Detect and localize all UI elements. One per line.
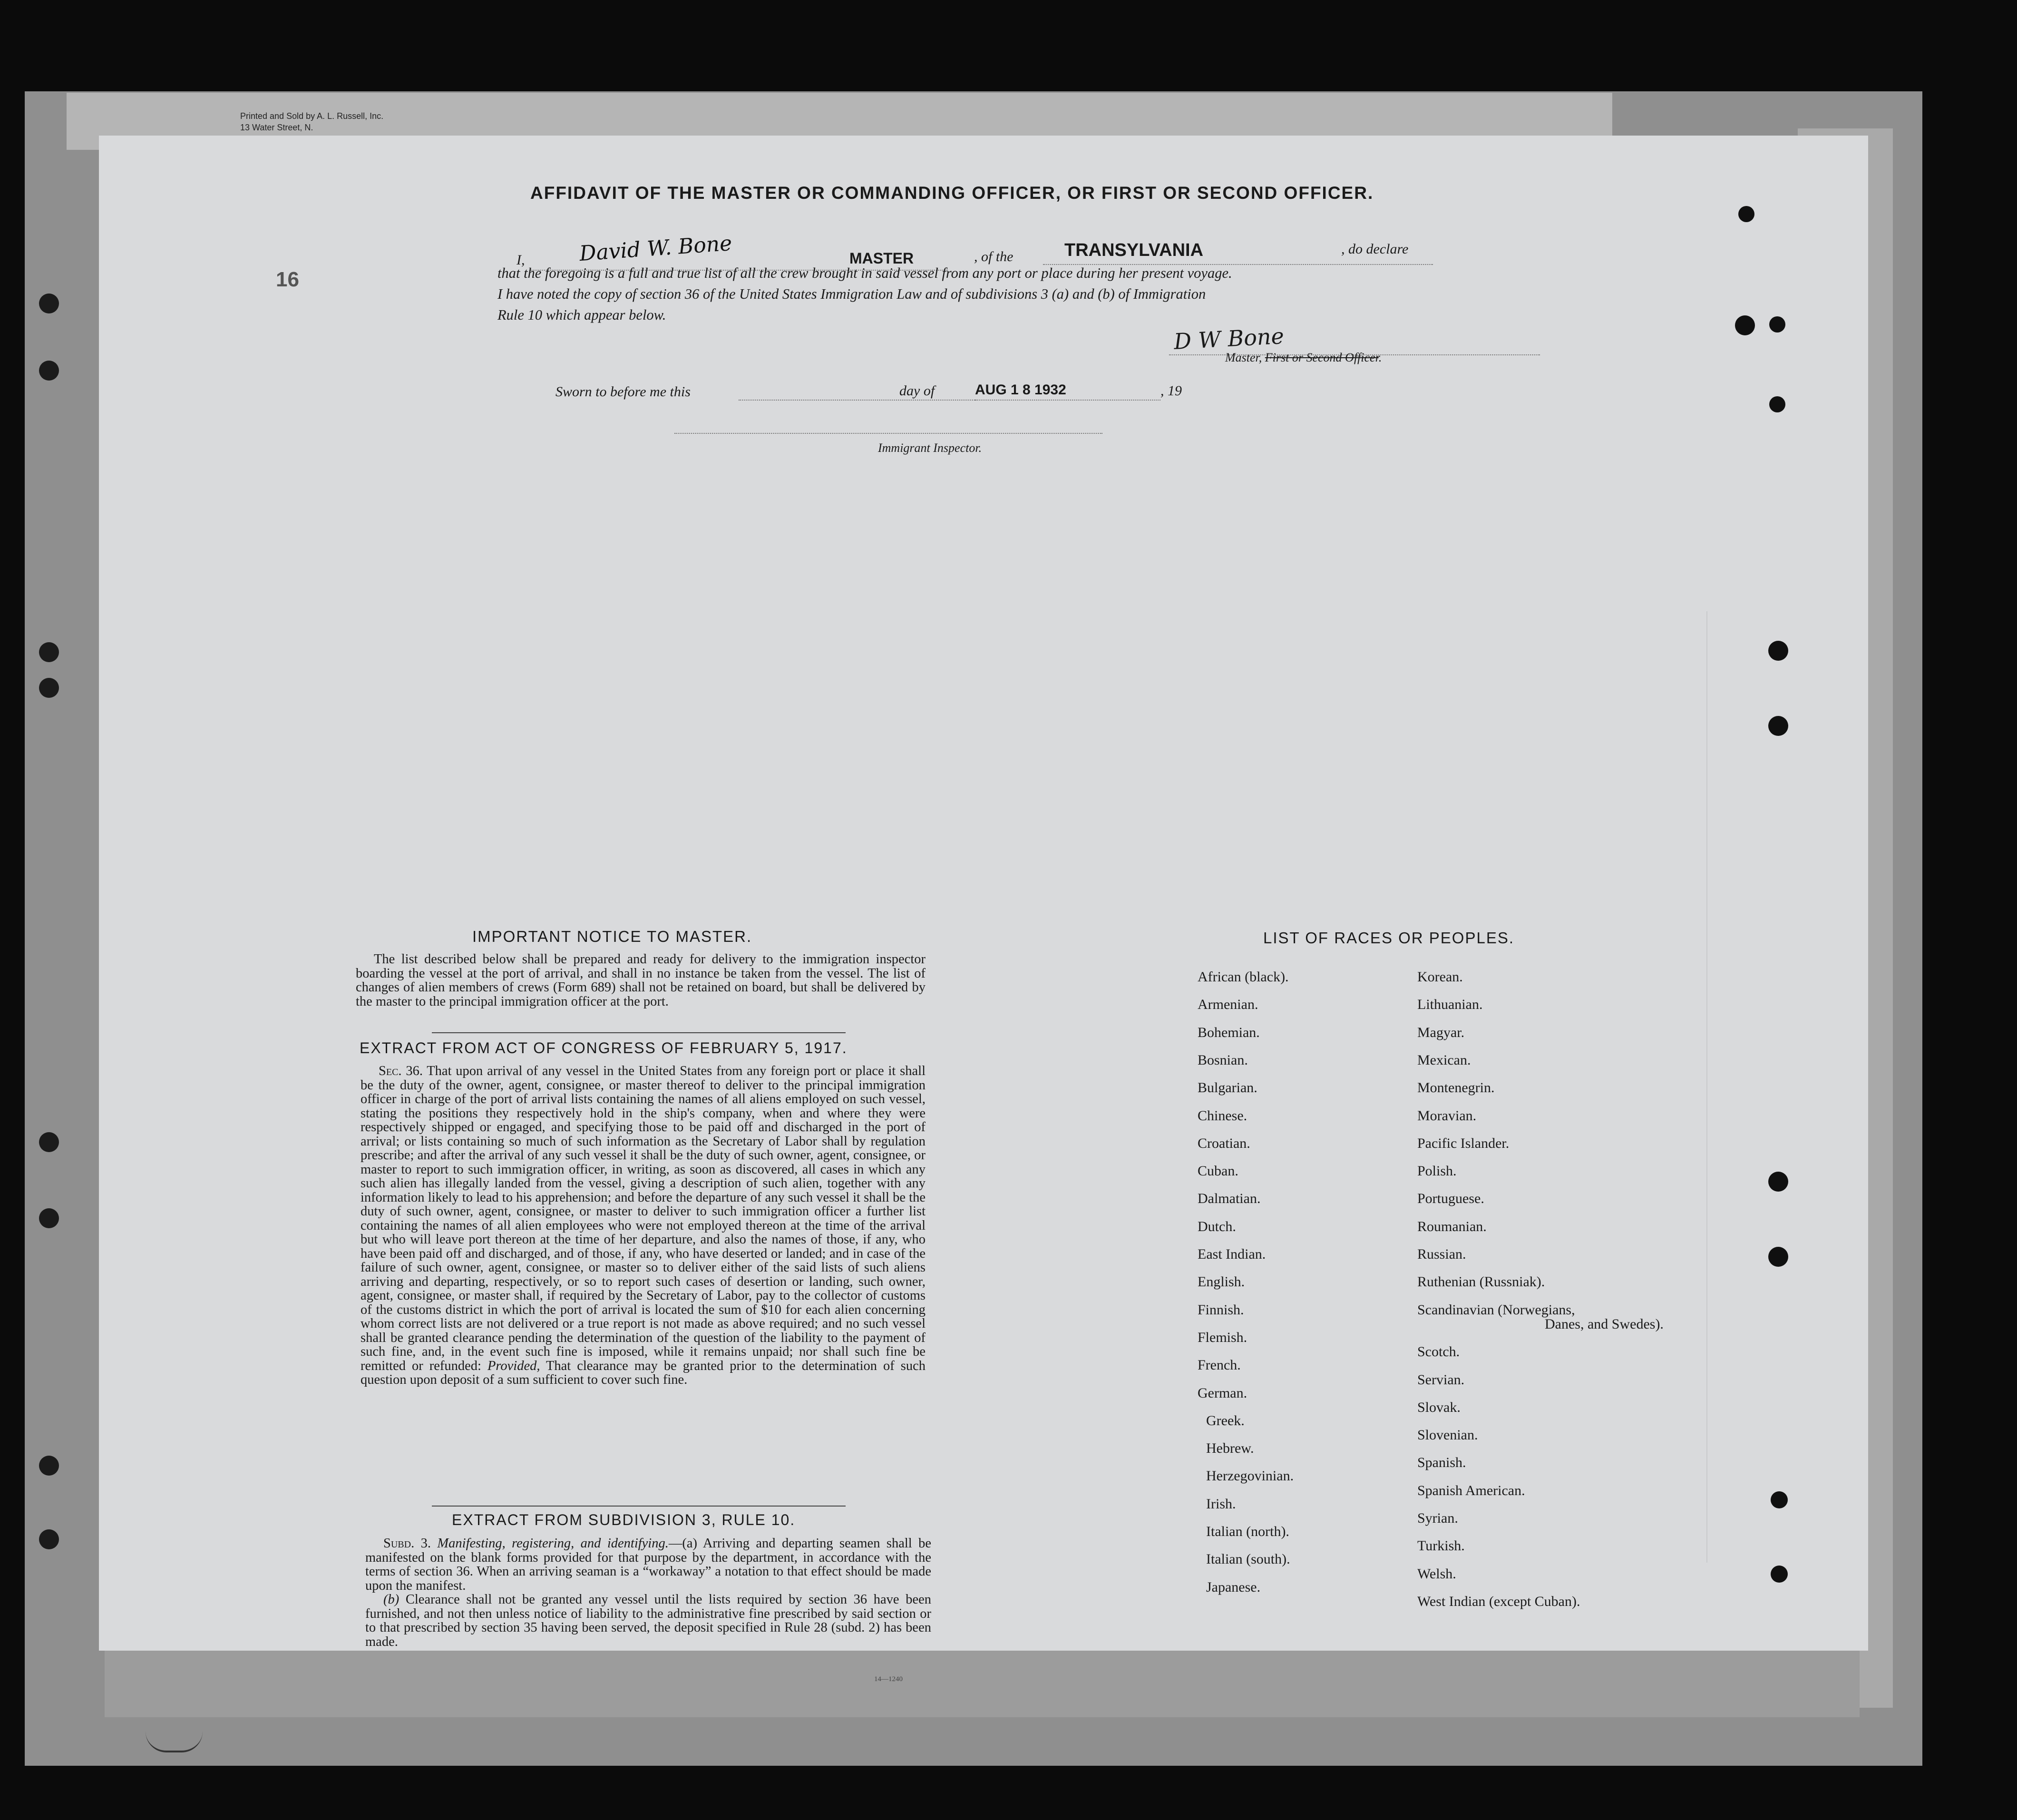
race-item: Bosnian. (1198, 1052, 1248, 1068)
race-item: Scandinavian (Norwegians, (1417, 1301, 1575, 1318)
race-item: Irish. (1206, 1496, 1236, 1512)
race-item: Roumanian. (1417, 1218, 1487, 1234)
punch-hole (39, 1456, 59, 1476)
punch-hole (39, 361, 59, 381)
race-item: East Indian. (1198, 1246, 1266, 1262)
race-item: Portuguese. (1417, 1191, 1484, 1207)
of-the-label: , of the (974, 249, 1013, 264)
extract-rule-title: EXTRACT FROM SUBDIVISION 3, RULE 10. (452, 1511, 796, 1528)
vessel-name-stamp: TRANSYLVANIA (1064, 240, 1204, 260)
race-item: Armenian. (1198, 997, 1258, 1013)
race-item: Polish. (1417, 1163, 1457, 1179)
race-item: Slovenian. (1417, 1427, 1478, 1443)
inspector-signature-blank (674, 433, 1102, 434)
race-item: Bulgarian. (1198, 1080, 1257, 1096)
race-item: Herzegovinian. (1206, 1468, 1294, 1484)
race-item: Dutch. (1198, 1218, 1236, 1234)
punch-hole (39, 1529, 59, 1549)
officer-signature: D W Bone (1173, 323, 1285, 355)
declaration-line-1: that the foregoing is a full and true list of all the crew brought in said vessel from any port or place during her present voyage. (497, 265, 1232, 281)
declaration-line-3: Rule 10 which appear below. (497, 307, 666, 323)
race-item: Bohemian. (1198, 1024, 1260, 1040)
race-item: Korean. (1417, 969, 1463, 985)
punch-hole (1735, 315, 1755, 335)
year-prefix: , 19 (1160, 383, 1182, 399)
declaration-line-2: I have noted the copy of section 36 of the United States Immigration Law and of subdivisions 3 (a) and (b) of Immigration (497, 286, 1206, 302)
race-item: Servian. (1417, 1371, 1465, 1388)
race-item: Slovak. (1417, 1399, 1461, 1415)
affidavit-page (99, 136, 1868, 1683)
signature-caption: Master, First or Second Officer. (1225, 351, 1382, 364)
races-title: LIST OF RACES OR PEOPLES. (1263, 929, 1515, 947)
sworn-label: Sworn to before me this (555, 384, 691, 400)
punch-hole (39, 678, 59, 698)
race-item: Welsh. (1417, 1566, 1456, 1582)
punch-hole (1768, 641, 1788, 661)
form-number: 14—1240 (874, 1675, 903, 1683)
punch-hole (39, 1208, 59, 1228)
race-item: Italian (north). (1206, 1524, 1289, 1539)
race-item: Pacific Islander. (1417, 1135, 1510, 1151)
divider (432, 1032, 846, 1033)
race-item: Mexican. (1417, 1052, 1471, 1068)
extract-act-title: EXTRACT FROM ACT OF CONGRESS OF FEBRUARY 5, 1917. (360, 1039, 848, 1057)
punch-hole (1769, 396, 1785, 412)
punch-hole (1768, 1247, 1788, 1267)
affidavit-title: AFFIDAVIT OF THE MASTER OR COMMANDING OFFICER, OR FIRST OR SECOND OFFICER. (530, 183, 1374, 203)
race-item: Chinese. (1198, 1107, 1247, 1124)
printer-imprint: Printed and Sold by A. L. Russell, Inc. 13 Water Street, N. (240, 111, 384, 132)
race-item: Magyar. (1417, 1024, 1465, 1040)
race-item: English. (1198, 1274, 1245, 1290)
sworn-day-blank (739, 400, 976, 401)
race-item: Scotch. (1417, 1344, 1460, 1360)
punch-hole (1768, 1172, 1788, 1192)
extract-act-text: Sec. 36. That upon arrival of any vessel in the United States from any foreign port or place it shall be the duty of the owner, agent, consignee, or master thereof to deliver to the principal immigration officer in charge of the port of arrival lists containing the names of all aliens employed on such vessel, stating the positions they respectively hold in the ship's company, when and where they were respectively shipped or engaged, and specifying those to be paid off and discharged in the port of arrival; or lists containing so much of such information as the Secretary of Labor shall by regulation prescribe; and after the arrival of any such vessel it shall be the duty of such owner, agent, consignee, or master to report to such immigration officer, in writing, as soon as discovered, all cases in which any such alien has illegally landed from the vessel, giving a description of such alien, together with any information likely to lead to his apprehension; and before the departure of any such vessel it shall be the duty of such owner, agent, consignee, or master to deliver to such immigration officer a further list containing the names of all alien employees who were not employed thereon at the time of the arrival but who will leave port thereon at the time of her departure, and also the names of those, if any, who have been paid off and discharged, and of those, if any, who have deserted or landed; and in case of the failure of such owner, agent, consignee, or master so to deliver either of the said lists of such aliens arriving and departing, respectively, or so to report such cases of desertion or landing, such owner, agent, consignee, or master shall, if required by the Secretary of Labor, pay to the collector of customs of the customs district in which the port of arrival is located the sum of $10 for each alien concerning whom correct lists are not delivered or a true report is not made as above required; and no such vessel shall be granted clearance pending the determination of the question of the liability to the payment of such fine, and, in the event such fine is imposed, while it remains unpaid; nor shall such fine be remitted or refunded: Provided, That clearance may be granted prior to the determination of such question upon deposit of a sum sufficient to cover such fine. (361, 1064, 926, 1387)
race-item: Italian (south). (1206, 1551, 1290, 1567)
extract-rule-text: Subd. 3. Manifesting, registering, and identifying.—(a) Arriving and departing seamen shall be manifested on the blank forms provided for that purpose by the department, in accordance with the terms of section 36. When an arriving seaman is a “workaway” a notation to that effect should be made upon the manifest. (b) Clearance shall not be granted any vessel until the lists required by section 36 have been furnished, and not then unless notice of liability to the administrative fine prescribed by said section or to that prescribed by section 35 having been served, the deposit specified in Rule 28 (subd. 2) has been made. (365, 1536, 932, 1649)
race-item: German. (1198, 1385, 1247, 1401)
notice-title: IMPORTANT NOTICE TO MASTER. (472, 928, 752, 945)
i-label: I, (516, 252, 525, 268)
date-blank (975, 400, 1160, 401)
date-stamp: AUG 1 8 1932 (975, 382, 1066, 398)
master-name-signature: David W. Bone (578, 231, 733, 266)
punch-hole (1738, 206, 1754, 222)
race-item: Cuban. (1198, 1163, 1238, 1179)
race-item: Syrian. (1417, 1510, 1458, 1526)
master-title-stamp: MASTER (849, 250, 914, 267)
race-item: Turkish. (1417, 1538, 1465, 1554)
race-item: West Indian (except Cuban). (1417, 1593, 1580, 1609)
do-declare-label: , do declare (1341, 241, 1409, 257)
race-item: Danes, and Swedes). (1545, 1316, 1664, 1332)
race-item: Dalmatian. (1198, 1191, 1261, 1207)
punch-hole (1771, 1566, 1788, 1583)
race-item: Montenegrin. (1417, 1080, 1495, 1096)
punch-hole (1768, 716, 1788, 736)
day-of-label: day of (899, 383, 935, 399)
race-item: Lithuanian. (1417, 997, 1483, 1013)
race-item: Spanish. (1417, 1455, 1466, 1471)
race-item: Croatian. (1198, 1135, 1250, 1151)
punch-hole (39, 1132, 59, 1152)
race-item: African (black). (1198, 969, 1289, 985)
notice-text: The list described below shall be prepared and ready for delivery to the immigration inspector boarding the vessel at the port of arrival, and shall in no instance be taken from the vessel. The list of changes of alien members of crews (Form 689) shall not be retained on board, but shall be delivered by the master to the principal immigration officer at the port. (356, 952, 926, 1009)
punch-hole (39, 642, 59, 662)
race-item: Hebrew. (1206, 1440, 1254, 1457)
race-item: Finnish. (1198, 1301, 1244, 1318)
underlying-page-bottom (105, 1646, 1860, 1717)
margin-mark: 16 (276, 268, 299, 291)
divider (432, 1506, 846, 1507)
race-item: Ruthenian (Russniak). (1417, 1274, 1545, 1290)
race-item: Russian. (1417, 1246, 1466, 1262)
race-item: Moravian. (1417, 1107, 1477, 1124)
punch-hole (1769, 316, 1785, 333)
race-item: Flemish. (1198, 1329, 1247, 1345)
bleed-through-lines (1706, 611, 1712, 1563)
punch-hole (1771, 1491, 1788, 1508)
race-item: Spanish American. (1417, 1482, 1525, 1498)
race-item: French. (1198, 1357, 1241, 1373)
inspector-caption: Immigrant Inspector. (878, 441, 982, 455)
punch-hole (39, 294, 59, 313)
race-item: Greek. (1206, 1412, 1245, 1429)
race-item: Japanese. (1206, 1579, 1261, 1595)
